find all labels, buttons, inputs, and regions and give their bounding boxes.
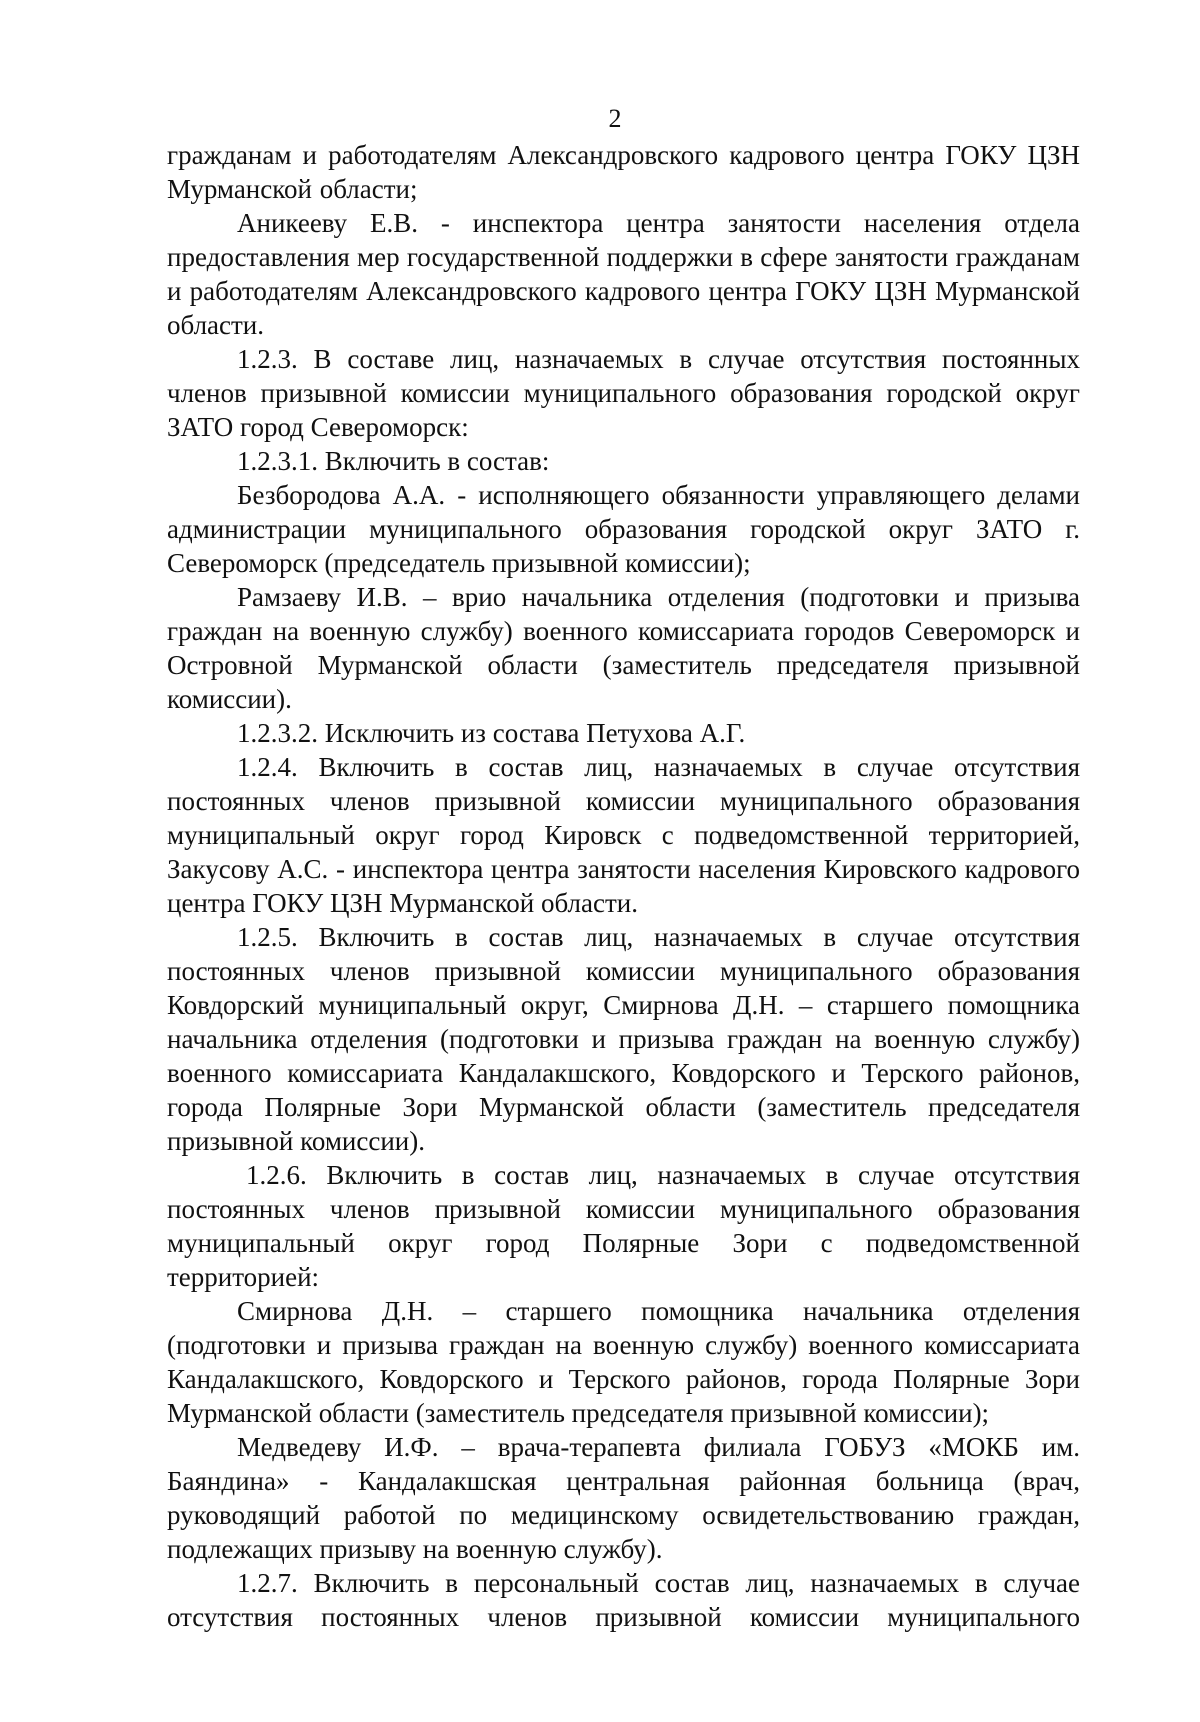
paragraph-1-2-4: 1.2.4. Включить в состав лиц, назначаемых в случае отсутствия постоянных членов призывной комиссии муниципального образования муниципальный округ город Кировск с подведомственной территорией, Закусову А.С. - инспектора центра занятости населения Кировского кадрового центра ГОКУ ЦЗН Мурманской области. xyxy=(167,752,1080,918)
document-body xyxy=(167,138,1080,1634)
paragraph-1-2-3: 1.2.3. В составе лиц, назначаемых в случае отсутствия постоянных членов призывной комиссии муниципального образования городской округ ЗАТО город Североморск: xyxy=(167,344,1080,442)
paragraph-1-2-7: 1.2.7. Включить в персональный состав лиц, назначаемых в случае отсутствия постоянных членов призывной комиссии муниципального xyxy=(167,1568,1080,1632)
paragraph-ramzaeva: Рамзаеву И.В. – врио начальника отделения (подготовки и призыва граждан на военную службу) военного комиссариата городов Североморск и Островной Мурманской области (заместитель председателя призывной комиссии). xyxy=(167,582,1080,714)
paragraph-medvedeva: Медведеву И.Ф. – врача-терапевта филиала ГОБУЗ «МОКБ им. Баяндина» - Кандалакшская центральная районная больница (врач, руководящий работой по медицинскому освидетельствованию граждан, подлежащих призыву на военную службу). xyxy=(167,1432,1080,1564)
paragraph-anikeeva: Аникееву Е.В. - инспектора центра занятости населения отдела предоставления мер государственной поддержки в сфере занятости гражданам и работодателям Александровского кадрового центра ГОКУ ЦЗН Мурманской области. xyxy=(167,208,1080,340)
paragraph-1-2-3-1: 1.2.3.1. Включить в состав: xyxy=(237,446,550,476)
paragraph-smirnov: Смирнова Д.Н. – старшего помощника начальника отделения (подготовки и призыва граждан на военную службу) военного комиссариата Кандалакшского, Ковдорского и Терского районов, города Полярные Зори Мурманской области (заместитель председателя призывной комиссии); xyxy=(167,1296,1080,1428)
paragraph-1-2-6: 1.2.6. Включить в состав лиц, назначаемых в случае отсутствия постоянных членов призывной комиссии муниципального образования муниципальный округ город Полярные Зори с подведомственной территорией: xyxy=(167,1160,1080,1292)
paragraph-1-2-5: 1.2.5. Включить в состав лиц, назначаемых в случае отсутствия постоянных членов призывной комиссии муниципального образования Ковдорский муниципальный округ, Смирнова Д.Н. – старшего помощника начальника отделения (подготовки и призыва граждан на военную службу) военного комиссариата Кандалакшского, Ковдорского и Терского районов, города Полярные Зори Мурманской области (заместитель председателя призывной комиссии). xyxy=(167,922,1080,1156)
paragraph-1-2-3-2: 1.2.3.2. Исключить из состава Петухова А.Г. xyxy=(237,718,746,748)
paragraph-bezborodov: Безбородова А.А. - исполняющего обязанности управляющего делами администрации муниципального образования городской округ ЗАТО г. Североморск (председатель призывной комиссии); xyxy=(167,480,1080,578)
paragraph-continuation: гражданам и работодателям Александровского кадрового центра ГОКУ ЦЗН Мурманской области; xyxy=(167,140,1080,204)
page-number: 2 xyxy=(608,104,622,133)
